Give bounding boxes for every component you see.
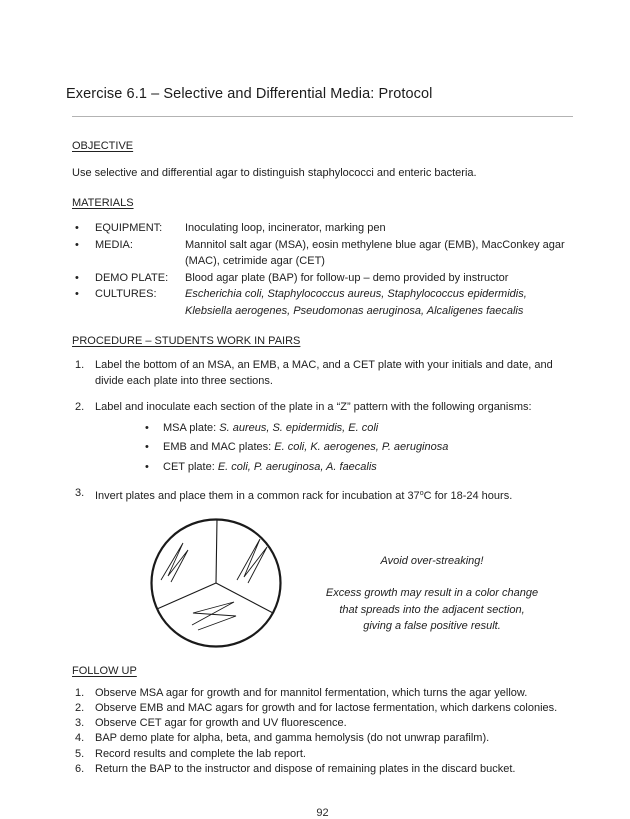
item-number: 5. bbox=[75, 747, 85, 760]
materials-item-text-species: Escherichia coli, Staphylococcus aureus, Staphylococcus epidermidis, Klebsiella aerogenes, Pseudomonas aeruginosa, Alcaligenes faecalis bbox=[185, 288, 527, 317]
step-number: 1. bbox=[75, 359, 85, 371]
degree-superscript: o bbox=[419, 490, 424, 497]
step-number: 3. bbox=[75, 487, 85, 499]
follow-up-item bbox=[72, 716, 573, 731]
procedure-step-2 bbox=[72, 400, 573, 416]
materials-item-equipment bbox=[72, 220, 573, 237]
follow-up-heading: FOLLOW UP bbox=[72, 664, 137, 677]
section-procedure bbox=[72, 335, 573, 505]
sub-bullet-emb-mac bbox=[72, 440, 573, 456]
section-materials bbox=[72, 197, 573, 319]
materials-item-demo-plate bbox=[72, 270, 573, 287]
item-text: Observe CET agar for growth and UV fluorescence. bbox=[95, 717, 347, 730]
section-objective bbox=[72, 140, 573, 181]
step-number: 2. bbox=[75, 401, 85, 413]
objective-text: Use selective and differential agar to distinguish staphylococci and enteric bacteria. bbox=[72, 167, 477, 179]
item-text: Observe EMB and MAC agars for growth and for lactose fermentation, which darkens colonies. bbox=[95, 701, 558, 714]
figure-note bbox=[296, 517, 568, 649]
item-number: 4. bbox=[75, 732, 85, 745]
step-text-post: C for 18-24 hours. bbox=[423, 490, 513, 502]
sub-bullet-text bbox=[163, 421, 378, 437]
sub-bullet-text bbox=[163, 460, 377, 476]
materials-item-label: DEMO PLATE: bbox=[95, 271, 169, 284]
materials-item-text: Blood agar plate (BAP) for follow-up – demo provided by instructor bbox=[185, 271, 509, 284]
item-number: 2. bbox=[75, 701, 85, 714]
materials-item-label: MEDIA: bbox=[95, 238, 133, 251]
step-2-sub-bullets bbox=[72, 421, 573, 476]
section-follow-up bbox=[72, 665, 573, 778]
materials-item-text: Mannitol salt agar (MSA), eosin methylene blue agar (EMB), MacConkey agar (MAC), cetrimide agar (CET) bbox=[185, 238, 565, 267]
streak-upper-right bbox=[237, 539, 267, 583]
follow-up-item bbox=[72, 762, 573, 777]
step-text: Label and inoculate each section of the plate in a “Z” pattern with the following organisms: bbox=[95, 401, 532, 413]
step-text bbox=[95, 486, 573, 505]
page-number: 92 bbox=[316, 807, 329, 819]
item-text: BAP demo plate for alpha, beta, and gamma hemolysis (do not unwrap parafilm). bbox=[95, 732, 490, 745]
plate-prefix: MSA plate: bbox=[163, 421, 220, 434]
streak-upper-left bbox=[161, 543, 188, 582]
sub-bullet-text bbox=[163, 440, 448, 456]
figure-note-line: Excess growth may result in a color change bbox=[325, 587, 539, 599]
title-divider bbox=[72, 116, 573, 117]
materials-item-cultures bbox=[72, 286, 573, 319]
materials-item-media bbox=[72, 237, 573, 270]
materials-item-text: Inoculating loop, incinerator, marking pen bbox=[185, 222, 386, 234]
figure-note-title: Avoid over-streaking! bbox=[380, 554, 484, 567]
step-text: Label the bottom of an MSA, an EMB, a MAC, and a CET plate with your initials and date, and divide each plate into three sections. bbox=[95, 359, 553, 387]
item-number: 3. bbox=[75, 717, 85, 730]
organism-names: S. aureus, S. epidermidis, E. coli bbox=[219, 421, 379, 434]
follow-up-item bbox=[72, 701, 573, 716]
page-title: Exercise 6.1 – Selective and Differential Media: Protocol bbox=[66, 86, 433, 102]
bullet-marker: • bbox=[145, 460, 149, 473]
petri-dish-figure bbox=[150, 517, 282, 649]
bullet-marker: • bbox=[75, 238, 79, 251]
follow-up-item bbox=[72, 686, 573, 701]
plate-prefix: CET plate: bbox=[163, 460, 218, 473]
item-number: 6. bbox=[75, 762, 85, 775]
bullet-marker: • bbox=[75, 271, 79, 284]
item-text: Record results and complete the lab report. bbox=[95, 747, 306, 760]
materials-item-label: EQUIPMENT: bbox=[95, 222, 163, 234]
materials-item-label: CULTURES: bbox=[95, 288, 157, 300]
follow-up-item bbox=[72, 731, 573, 746]
procedure-step-3 bbox=[72, 486, 573, 505]
streak-bottom bbox=[192, 602, 236, 630]
bullet-marker: • bbox=[75, 222, 79, 234]
bullet-marker: • bbox=[145, 441, 149, 453]
item-text: Return the BAP to the instructor and dispose of remaining plates in the discard bucket. bbox=[95, 762, 516, 775]
plate-prefix: EMB and MAC plates: bbox=[163, 441, 275, 453]
step-text-pre: Invert plates and place them in a common rack for incubation at 37 bbox=[95, 490, 420, 502]
sub-bullet-cet bbox=[72, 460, 573, 476]
materials-list bbox=[72, 220, 573, 319]
follow-up-item bbox=[72, 747, 573, 762]
item-number: 1. bbox=[75, 686, 85, 699]
bullet-marker: • bbox=[75, 288, 79, 300]
follow-up-list bbox=[72, 686, 573, 778]
figure-row bbox=[150, 517, 573, 649]
item-text: Observe MSA agar for growth and for mannitol fermentation, which turns the agar yellow. bbox=[95, 686, 528, 699]
materials-heading: MATERIALS bbox=[72, 197, 134, 209]
organism-names: E. coli, K. aerogenes, P. aeruginosa bbox=[274, 441, 449, 453]
figure-note-line: that spreads into the adjacent section, bbox=[339, 603, 525, 616]
procedure-step-1 bbox=[72, 358, 573, 389]
objective-heading: OBJECTIVE bbox=[72, 140, 134, 152]
procedure-heading: PROCEDURE – STUDENTS WORK IN PAIRS bbox=[72, 335, 301, 347]
document-body bbox=[72, 140, 573, 819]
bullet-marker: • bbox=[145, 421, 149, 434]
sub-bullet-msa bbox=[72, 421, 573, 437]
organism-names: E. coli, P. aeruginosa, A. faecalis bbox=[217, 460, 377, 473]
figure-note-line: giving a false positive result. bbox=[363, 620, 501, 632]
